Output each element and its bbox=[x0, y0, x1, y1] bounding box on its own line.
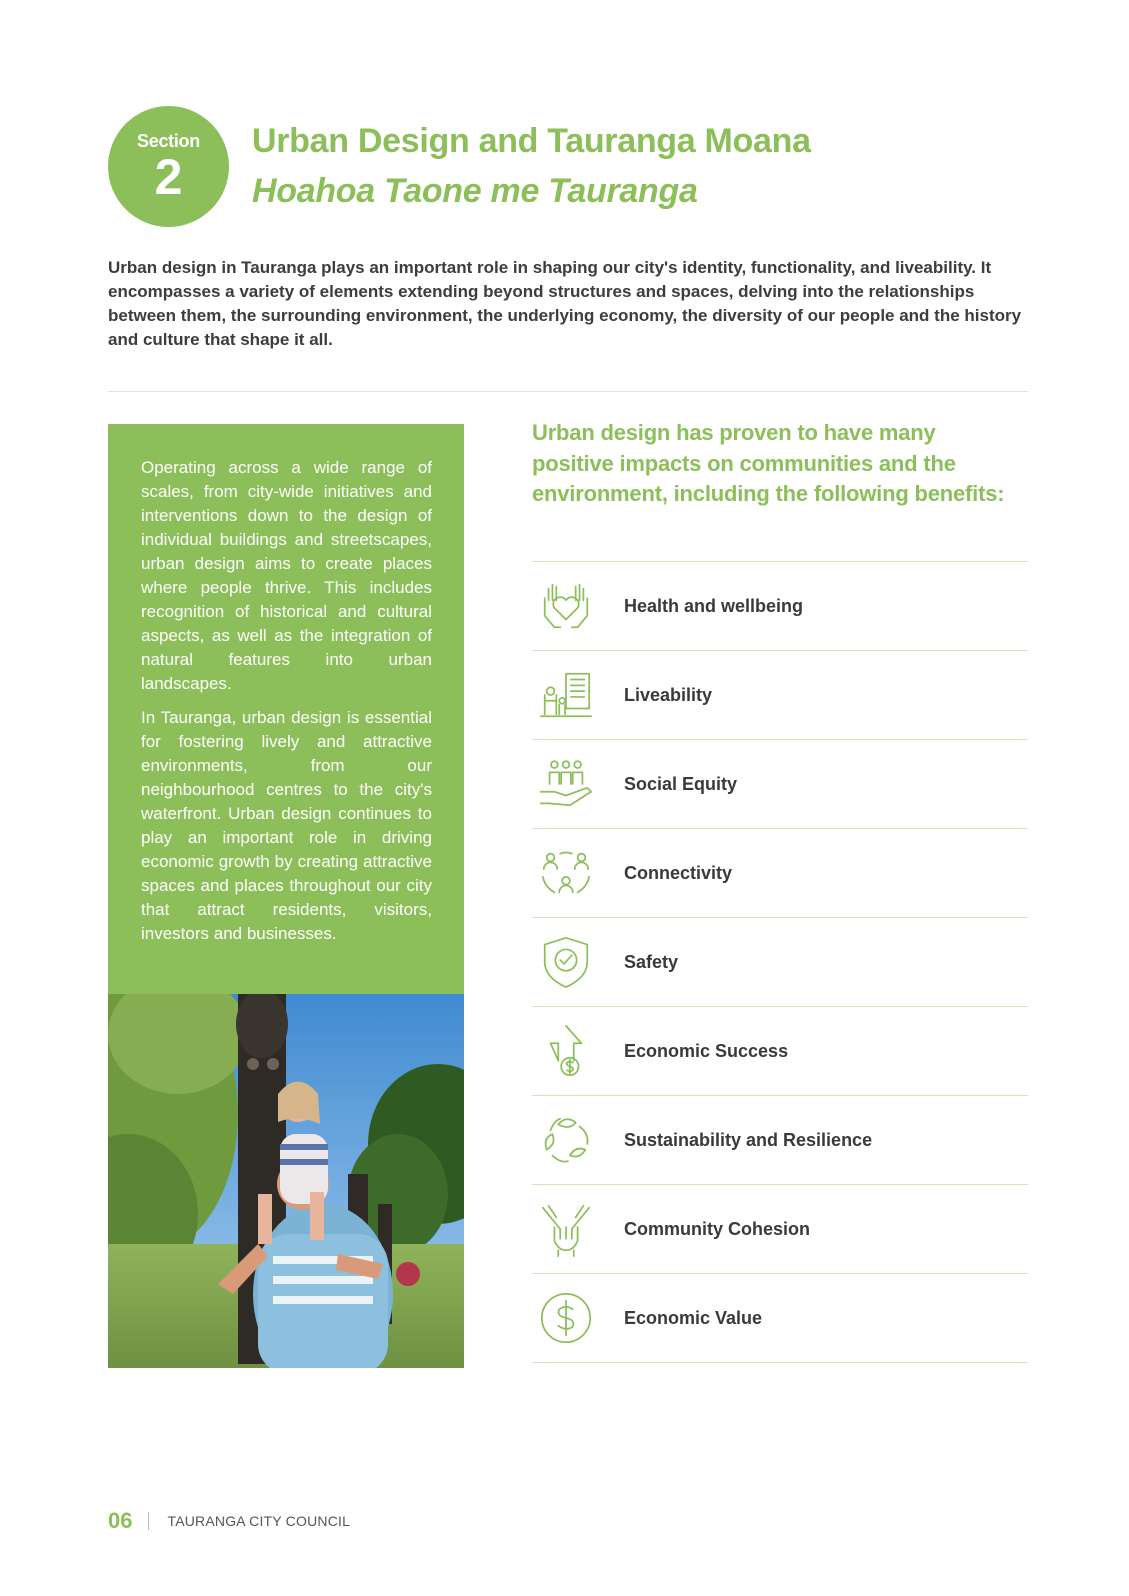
benefits-list bbox=[532, 561, 1028, 1363]
benefit-label: Social Equity bbox=[624, 773, 738, 794]
page-footer bbox=[108, 1508, 350, 1534]
benefit-label: Community Cohesion bbox=[624, 1218, 811, 1239]
benefit-item bbox=[532, 829, 1028, 918]
benefit-item bbox=[532, 1274, 1028, 1363]
footer-separator bbox=[148, 1512, 149, 1530]
benefit-item bbox=[532, 1096, 1028, 1185]
benefit-item bbox=[532, 1007, 1028, 1096]
organization-name: TAURANGA CITY COUNCIL bbox=[167, 1513, 351, 1529]
benefit-label: Economic Value bbox=[624, 1307, 763, 1328]
arrow-up-dollar-icon bbox=[536, 1021, 596, 1081]
page-subtitle: Hoahoa Taone me Tauranga bbox=[252, 172, 698, 210]
page-number: 06 bbox=[108, 1508, 133, 1533]
recycle-leaves-icon bbox=[536, 1110, 596, 1170]
shield-check-icon bbox=[536, 932, 596, 992]
panel-paragraph: In Tauranga, urban design is essential for fostering lively and attractive environments, from our neighbourhood centres to the city's waterfront. Urban design continues to play an important role in driving economic growth by creating attractive spaces and places throughout our city that attract residents, visitors, investors and businesses. bbox=[141, 708, 432, 943]
info-panel bbox=[108, 424, 464, 994]
section-number: 2 bbox=[154, 149, 183, 205]
people-in-hand-icon bbox=[536, 754, 596, 814]
divider bbox=[108, 391, 1028, 392]
benefit-item bbox=[532, 740, 1028, 829]
hands-heart-icon bbox=[536, 576, 596, 636]
section-label: Section bbox=[137, 131, 200, 151]
intro-paragraph: Urban design in Tauranga plays an important role in shaping our city's identity, functionality, and liveability. It encompasses a variety of elements extending beyond structures and spaces, delving into the relationships between them, the surrounding environment, the underlying economy, the diversity of our people and the history and culture that shape it all. bbox=[108, 258, 1022, 349]
benefit-label: Sustainability and Resilience bbox=[624, 1129, 873, 1150]
dollar-circle-icon bbox=[536, 1288, 596, 1348]
benefit-label: Health and wellbeing bbox=[624, 595, 804, 616]
benefit-item bbox=[532, 651, 1028, 740]
benefit-label: Safety bbox=[624, 951, 679, 972]
benefit-label: Economic Success bbox=[624, 1040, 789, 1061]
benefits-heading: Urban design has proven to have many positive impacts on communities and the environment, including the following benefits: bbox=[532, 420, 1005, 506]
page-title: Urban Design and Tauranga Moana bbox=[252, 122, 811, 160]
family-building-icon bbox=[536, 665, 596, 725]
panel-paragraph: Operating across a wide range of scales, from city-wide initiatives and interventions down to the design of individual buildings and streetscapes, urban design aims to create places where people thrive. This includes recognition of historical and cultural aspects, as well as the integration of natural features into urban landscapes. bbox=[141, 458, 432, 693]
section-badge bbox=[108, 106, 229, 227]
benefit-label: Liveability bbox=[624, 684, 713, 705]
people-network-icon bbox=[536, 843, 596, 903]
family-photo bbox=[108, 994, 464, 1368]
joined-hands-icon bbox=[536, 1199, 596, 1259]
benefit-item bbox=[532, 1185, 1028, 1274]
benefit-item bbox=[532, 918, 1028, 1007]
benefit-label: Connectivity bbox=[624, 862, 733, 883]
benefit-item bbox=[532, 562, 1028, 651]
